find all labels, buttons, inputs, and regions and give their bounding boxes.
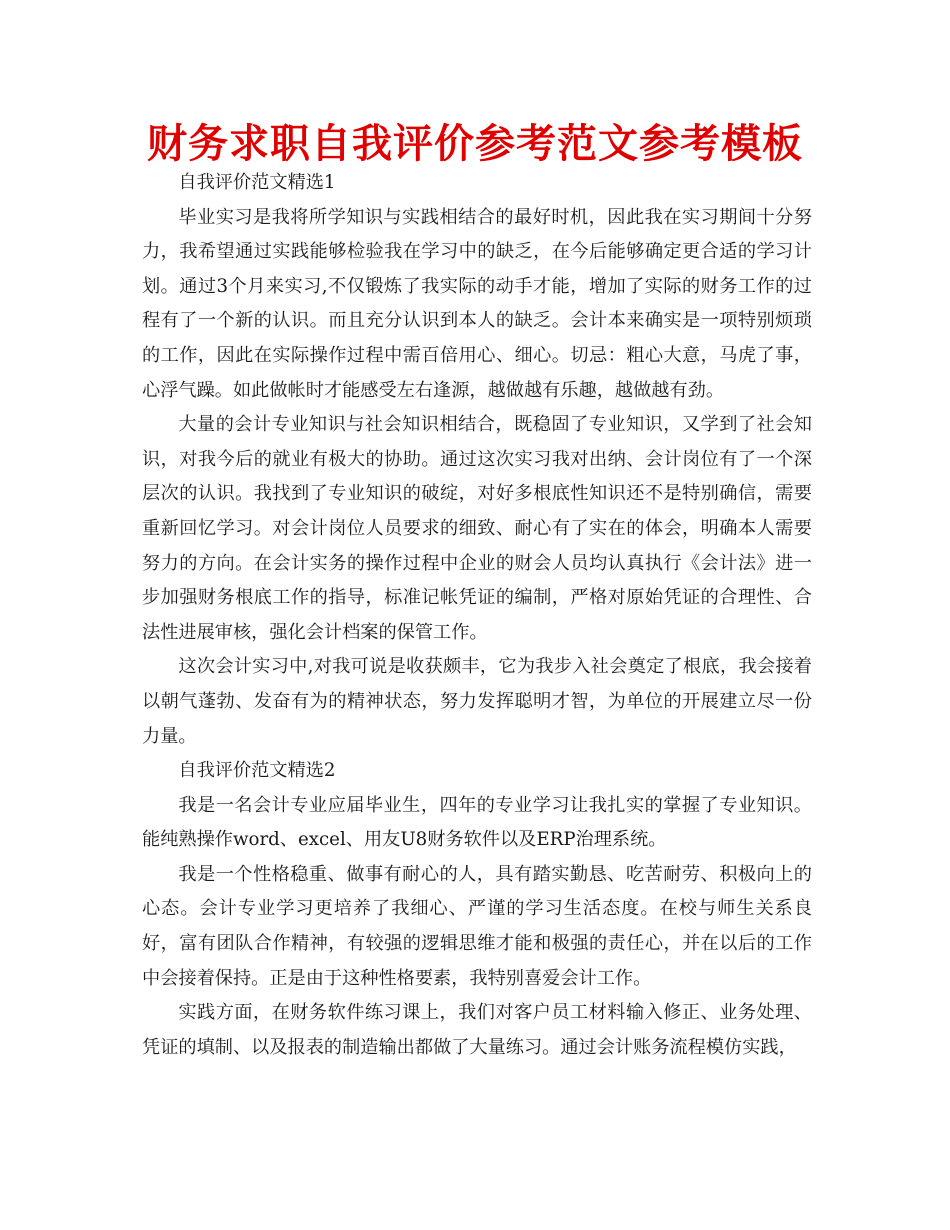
- section-heading-1: 自我评价范文精选1: [178, 172, 336, 193]
- body-paragraph: 这次会计实习中,对我可说是收获颇丰，它为我步入社会奠定了根底，我会接着以朝气蓬勃、发奋有为的精神状态，努力发挥聪明才智，为单位的开展建立尽一份力量。: [142, 656, 812, 747]
- document-body: [142, 166, 812, 1065]
- body-paragraph: 毕业实习是我将所学知识与实践相结合的最好时机，因此我在实习期间十分努力，我希望通过实践能够检验我在学习中的缺乏，在今后能够确定更合适的学习计划。通过3个月来实习,不仅锻炼了我实际的动手才能，增加了实际的财务工作的过程有了一个新的认识。而且充分认识到本人的缺乏。会计本来确实是一项特别烦琐的工作，因此在实际操作过程中需百倍用心、细心。切忌：粗心大意，马虎了事，心浮气躁。如此做帐时才能感受左右逢源，越做越有乐趣，越做越有劲。: [142, 206, 812, 401]
- body-paragraph: 实践方面，在财务软件练习课上，我们对客户员工材料输入修正、业务处理、凭证的填制、以及报表的制造输出都做了大量练习。通过会计账务流程模仿实践，: [142, 1002, 812, 1058]
- document-title: 财务求职自我评价参考范文参考模板: [147, 121, 803, 167]
- body-paragraph: 我是一个性格稳重、做事有耐心的人，具有踏实勤恳、吃苦耐劳、积极向上的心态。会计专业学习更培养了我细心、严谨的学习生活态度。在校与师生关系良好，富有团队合作精神，有较强的逻辑思维才能和极强的责任心，并在以后的工作中会接着保持。正是由于这种性格要素，我特别喜爱会计工作。: [142, 863, 812, 989]
- section-heading-2: 自我评价范文精选2: [178, 760, 336, 782]
- body-paragraph: 我是一名会计专业应届毕业生，四年的专业学习让我扎实的掌握了专业知识。能纯熟操作word、excel、用友U8财务软件以及ERP治理系统。: [142, 794, 812, 851]
- body-paragraph: 大量的会计专业知识与社会知识相结合，既稳固了专业知识，又学到了社会知识，对我今后的就业有极大的协助。通过这次实习我对出纳、会计岗位有了一个深层次的认识。我找到了专业知识的破绽，对好多根底性知识还不是特别确信，需要重新回忆学习。对会计岗位人员要求的细致、耐心有了实在的体会，明确本人需要努力的方向。在会计实务的操作过程中企业的财会人员均认真执行《会计法》进一步加强财务根底工作的指导，标准记帐凭证的编制，严格对原始凭证的合理性、合法性进展审核，强化会计档案的保管工作。: [142, 414, 812, 643]
